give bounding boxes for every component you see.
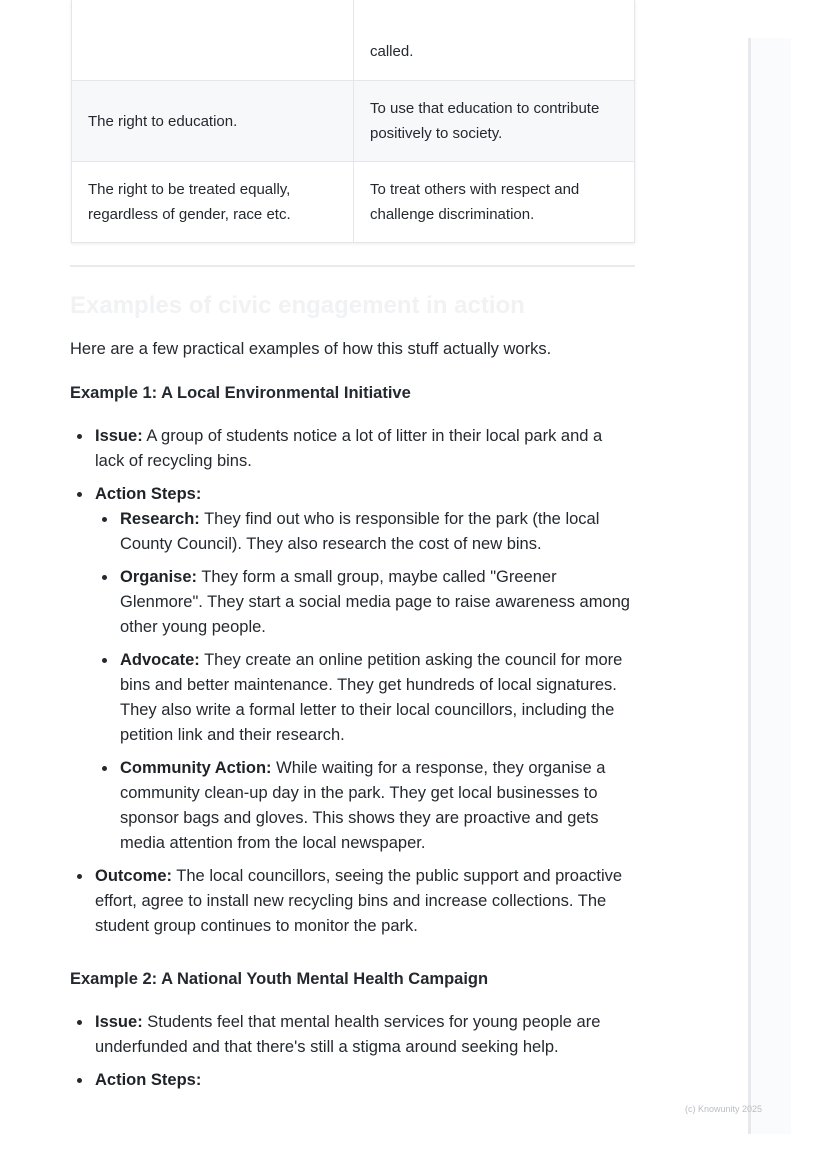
section-intro: Here are a few practical examples of how this stuff actually works. xyxy=(70,340,552,358)
step-text: They create an online petition asking the council for more bins and better maintenance. They get hundreds of local signatures. They also write a formal letter to their local councillors, including the petition link and their research. xyxy=(120,651,623,744)
table-cell-duty: To treat others with respect and challenge discrimination. xyxy=(353,162,634,242)
issue-label: Issue: xyxy=(95,427,143,445)
list-item-step xyxy=(95,648,635,748)
action-steps-label: Action Steps: xyxy=(95,485,202,503)
example-2-title: Example 2: A National Youth Mental Health Campaign xyxy=(70,970,489,988)
issue-text: A group of students notice a lot of litter in their local park and a lack of recycling bins. xyxy=(95,427,603,470)
rights-duties-table xyxy=(71,0,635,243)
step-text: While waiting for a response, they organise a community clean-up day in the park. They get local businesses to sponsor bags and gloves. This shows they are proactive and gets media attention from the local newspaper. xyxy=(120,759,606,852)
action-steps-list xyxy=(95,507,635,856)
table-row xyxy=(72,161,634,242)
list-item-step xyxy=(95,565,635,640)
table-cell-right xyxy=(72,0,353,80)
step-label: Community Action: xyxy=(120,759,272,777)
example-2-list xyxy=(70,1010,635,1093)
table-cell-duty: called. xyxy=(353,0,634,80)
outcome-label: Outcome: xyxy=(95,867,173,885)
example-1-list xyxy=(70,424,635,939)
table-cell-right: The right to education. xyxy=(88,112,238,130)
list-item-issue xyxy=(70,424,635,474)
issue-label: Issue: xyxy=(95,1013,143,1031)
issue-text: Students feel that mental health services for young people are underfunded and that there's still a stigma around seeking help. xyxy=(95,1013,601,1056)
step-text: They find out who is responsible for the park (the local County Council). They also research the cost of new bins. xyxy=(120,510,600,553)
step-label: Research: xyxy=(120,510,200,528)
step-text: They form a small group, maybe called "Greener Glenmore". They start a social media page to raise awareness among other young people. xyxy=(120,568,630,636)
table-cell-right: The right to be treated equally, regardless of gender, race etc. xyxy=(88,181,291,223)
list-item-step xyxy=(95,507,635,557)
outcome-text: The local councillors, seeing the public support and proactive effort, agree to install new recycling bins and increase collections. The student group continues to monitor the park. xyxy=(95,867,623,935)
step-label: Organise: xyxy=(120,568,198,586)
section-divider xyxy=(70,265,635,267)
step-label: Advocate: xyxy=(120,651,200,669)
list-item-action-steps xyxy=(70,1068,635,1093)
list-item-issue xyxy=(70,1010,635,1060)
table-cell-duty: To use that education to contribute positively to society. xyxy=(353,81,634,161)
copyright-footer: (c) Knowunity 2025 xyxy=(685,1104,763,1114)
table-row xyxy=(72,80,634,161)
list-item-outcome xyxy=(70,864,635,939)
table-row xyxy=(72,0,634,80)
section-heading: Examples of civic engagement in action xyxy=(70,292,525,319)
action-steps-label: Action Steps: xyxy=(95,1071,202,1089)
example-1-title: Example 1: A Local Environmental Initiative xyxy=(70,384,411,402)
list-item-action-steps xyxy=(70,482,635,856)
list-item-step xyxy=(95,756,635,856)
side-panel xyxy=(751,38,791,1134)
